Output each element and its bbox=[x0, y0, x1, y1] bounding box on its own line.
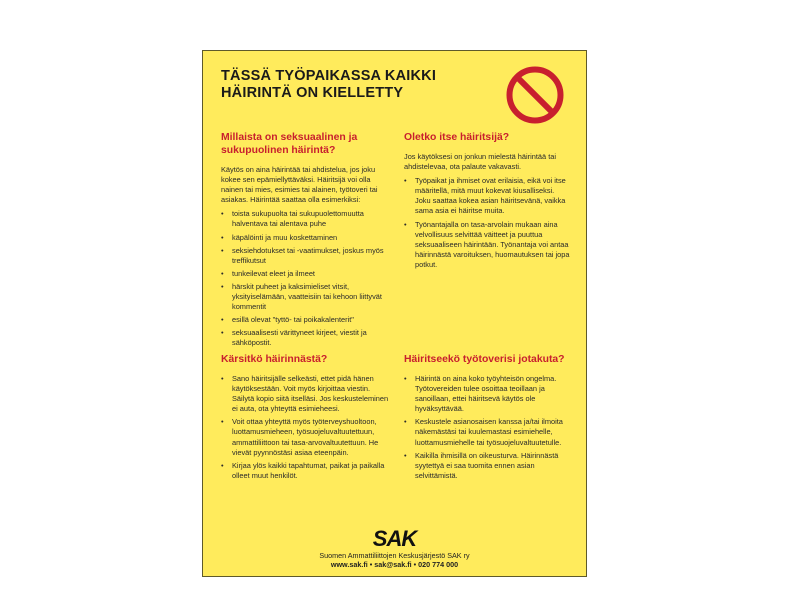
list-item: • seksuaalisesti värittyneet kirjeet, viestit ja sähköpostit. bbox=[221, 328, 389, 348]
section-sexual-harassment bbox=[221, 131, 389, 352]
section-list bbox=[221, 374, 389, 481]
section-heading: Millaista on seksuaalinen ja sukupuolinen häirintä? bbox=[221, 132, 358, 156]
list-item: • käpälöinti ja muu koskettaminen bbox=[221, 233, 389, 243]
list-item: • Työnantajalla on tasa-arvolain mukaan aina velvollisuus selvittää väitteet ja puuttua seksuaaliseen häirintään. Työnantaja voi antaa häirinnästä varoituksen, huomautuksen tai jopa potkut. bbox=[404, 220, 571, 270]
section-intro: Käytös on aina häirintää tai ahdistelua, jos joku kokee sen epämiellyttäväksi. Häiritsijä voi olla nainen tai mies, esimies tai alainen, työtoveri tai asiakas. Häirintää saattaa olla esimerkiksi: bbox=[221, 165, 378, 205]
list-item: • Voit ottaa yhteyttä myös työterveyshuoltoon, luottamusmieheen, työsuojeluvaltuutettuun, ammattiliittoon tai tasa-arvovaltuutettuun. He vievät pyynnöstäsi asiaa eteenpäin. bbox=[221, 417, 389, 457]
list-item: • Kaikilla ihmisillä on oikeusturva. Häirinnästä syytettyä ei saa tuomita ennen asian selvittämistä. bbox=[404, 451, 571, 481]
list-item: • Keskustele asianosaisen kanssa ja/tai ilmoita näkemästäsi tai kuulemastasi esimiehelle, luottamusmiehelle tai työsuojeluvaltuutetulle. bbox=[404, 417, 571, 447]
section-intro: Jos käytöksesi on jonkun mielestä häirintää tai ahdistelevaa, ota palaute vakavasti. bbox=[404, 152, 556, 172]
section-heading: Häiritseekö työtoverisi jotakuta? bbox=[404, 354, 565, 365]
list-item: • Työpaikat ja ihmiset ovat erilaisia, eikä voi itse määritellä, mitä muut kokevat kiusalliseksi. Joku saattaa kokea asian häiritsevänä, vaikka sama asia ei häiritse muita. bbox=[404, 176, 571, 216]
organization-name: Suomen Ammattiliittojen Keskusjärjestö SAK ry bbox=[319, 551, 470, 560]
list-item: • seksiehdotukset tai -vaatimukset, joskus myös treffikutsut bbox=[221, 246, 389, 266]
section-list bbox=[404, 374, 571, 481]
section-suffering-harassment bbox=[221, 353, 389, 484]
section-list bbox=[404, 176, 571, 270]
list-item: • härskit puheet ja kaksimieliset vitsit, yksityiselämään, vaatteisiin tai kehoon liittyvät kommentit bbox=[221, 282, 389, 312]
section-heading: Kärsitkö häirinnästä? bbox=[221, 354, 328, 365]
section-are-you-harasser bbox=[404, 131, 571, 273]
list-item: • Kirjaa ylös kaikki tapahtumat, paikat ja paikalla olleet muut henkilöt. bbox=[221, 461, 389, 481]
section-coworker-harassing bbox=[404, 353, 571, 484]
list-item: • Häirintä on aina koko työyhteisön ongelma. Työtovereiden tulee osoittaa teoillaan ja sanoillaan, ettei häiritsevä käytös ole hyväksyttävää. bbox=[404, 374, 571, 414]
poster bbox=[202, 50, 587, 577]
list-item: • Sano häiritsijälle selkeästi, ettet pidä hänen käytöksestään. Voit myös kirjoittaa viestin. Säilytä kopio siitä itselläsi. Jos keskusteleminen ei auta, ota yhteyttä esimieheesi. bbox=[221, 374, 389, 414]
section-heading: Oletko itse häiritsijä? bbox=[404, 132, 510, 143]
poster-title: TÄSSÄ TYÖPAIKASSA KAIKKI HÄIRINTÄ ON KIELLETTY bbox=[221, 68, 437, 101]
prohibition-icon bbox=[504, 64, 566, 126]
sak-logo: SAK bbox=[372, 526, 417, 551]
section-list bbox=[221, 209, 389, 348]
list-item: • esillä olevat "tyttö- tai poikakalenterit" bbox=[221, 315, 389, 325]
contact-info: www.sak.fi • sak@sak.fi • 020 774 000 bbox=[330, 560, 459, 569]
list-item: • toista sukupuolta tai sukupuolettomuutta halventava tai alentava puhe bbox=[221, 209, 389, 229]
list-item: • tunkeilevat eleet ja ilmeet bbox=[221, 269, 389, 279]
